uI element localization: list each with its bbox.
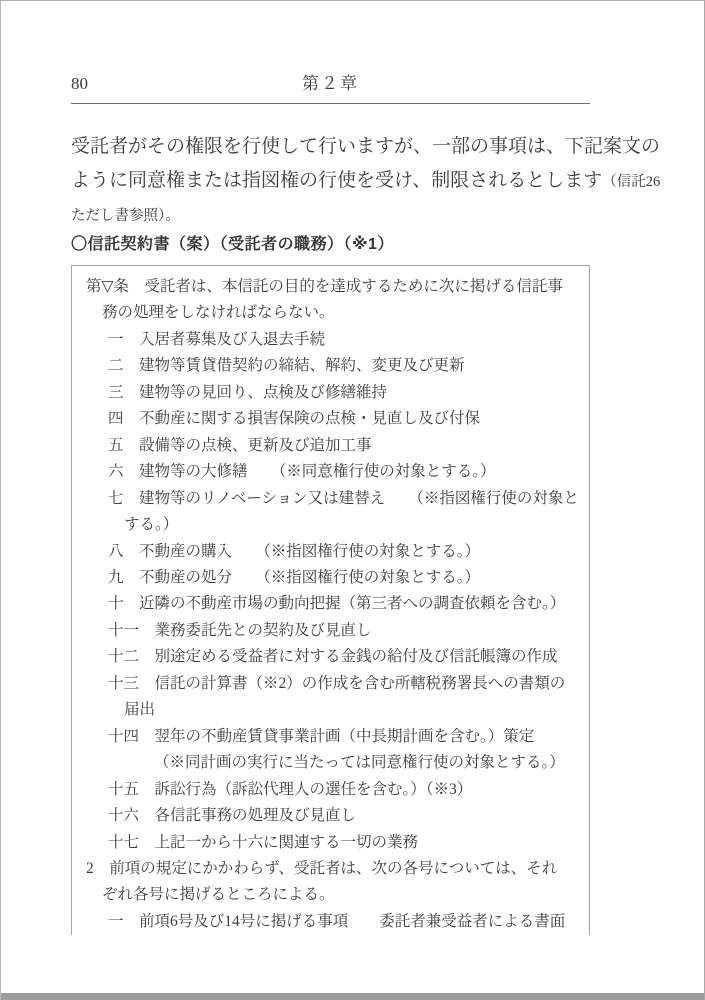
box-line-item-11: 十一 業務委託先との契約及び見直し (108, 621, 372, 639)
trust-contract-draft-box (71, 265, 590, 935)
page-bottom-edge (1, 993, 704, 1000)
chapter-title: 第２章 (302, 74, 359, 93)
intro-line-2-text: ように同意権または指図権の行使を受け、制限されるとします (71, 170, 603, 191)
page-number: 80 (71, 74, 88, 93)
box-line-article-wrap: 務の処理をしなければならない。 (102, 304, 335, 322)
box-line-item-14: 十四 翌年の不動産賃貸事業計画（中長期計画を含む。）策定 (108, 727, 535, 745)
box-line-item-7: 七 建物等のリノベーション又は建替え （※指図権行使の対象と (108, 489, 579, 507)
box-line-item-10: 十 近隣の不動産市場の動向把握（第三者への調査依頼を含む。） (108, 595, 566, 613)
box-line-item-1: 一 入居者募集及び入退去手続 (108, 330, 326, 348)
box-line-item-9: 九 不動産の処分 （※指図権行使の対象とする。） (108, 568, 481, 586)
box-line-item-4: 四 不動産に関する損害保険の点検・見直し及び付保 (108, 410, 481, 428)
box-line-item-16: 十六 各信託事務の処理及び見直し (108, 807, 357, 825)
box-line-item-14-note: （※同計画の実行に当たっては同意権行使の対象とする。） (154, 754, 565, 772)
box-line-item-12: 十二 別途定める受益者に対する金銭の給付及び信託帳簿の作成 (108, 648, 558, 666)
document-heading: 〇信託契約書（案）（受託者の職務）（※1） (71, 236, 394, 253)
header-rule (71, 103, 590, 104)
intro-line-2 (71, 164, 661, 199)
box-line-article: 第▽条 受託者は、本信託の目的を達成するために次に掲げる信託事 (86, 278, 563, 295)
intro-paragraph (71, 130, 661, 233)
box-line-item-6: 六 建物等の大修繕 （※同意権行使の対象とする。） (108, 463, 496, 481)
box-line-paragraph-2-wrap: ぞれ各号に掲げるところによる。 (102, 886, 335, 904)
box-line-item-2: 二 建物等賃貸借契約の締結、解約、変更及び更新 (108, 357, 465, 375)
box-line-item-7-wrap: する。） (124, 516, 179, 534)
intro-line-3: ただし書参照）。 (71, 208, 180, 224)
box-line-item-15: 十五 訴訟行為（訴訟代理人の選任を含む。）（※3） (108, 780, 473, 798)
box-line-item-5: 五 設備等の点検、更新及び追加工事 (108, 436, 372, 454)
law-reference-note: （信託26 (602, 174, 661, 190)
box-line-item-17: 十七 上記一から十六に関連する一切の業務 (108, 833, 419, 851)
intro-line-1: 受託者がその権限を行使して行いますが、一部の事項は、下記案文の (71, 136, 661, 157)
box-line-item-8: 八 不動産の購入 （※指図権行使の対象とする。） (108, 542, 481, 560)
page-header (71, 73, 590, 95)
box-line-item-3: 三 建物等の見回り、点検及び修繕維持 (108, 383, 388, 401)
box-line-paragraph-2-item-1: 一 前項6号及び14号に掲げる事項 委託者兼受益者による書面 (108, 912, 566, 930)
box-line-item-13: 十三 信託の計算書（※2）の作成を含む所轄税務署長への書類の (108, 674, 566, 692)
box-line-paragraph-2: 2 前項の規定にかかわらず、受託者は、次の各号については、それ (86, 859, 558, 877)
box-line-item-13-wrap: 届出 (124, 701, 156, 719)
page-content (71, 1, 661, 935)
